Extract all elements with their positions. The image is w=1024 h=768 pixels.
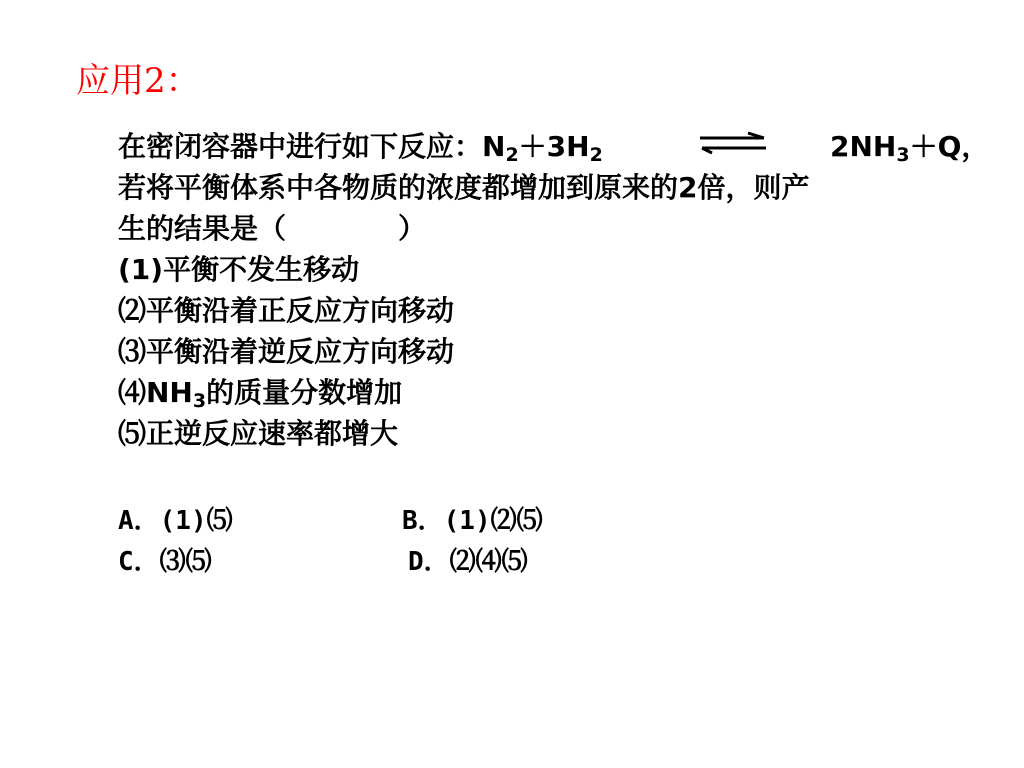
equilibrium-arrow-icon [698,131,768,155]
statement-5: ⑸正逆反应速率都增大 [118,417,399,450]
option-a: A．(1)⑸ [118,506,233,536]
option-d: D．⑵⑷⑸ [408,547,528,577]
equation-reactants: 在密闭容器中进行如下反应：$N_2+3H_2$ [118,130,603,166]
statement-4: $⑷NH_3$的质量分数增加 [118,376,403,412]
option-c: C．⑶⑸ [118,547,212,577]
question-block [118,126,990,454]
question-line-2: 若将平衡体系中各物质的浓度都增加到原来的2倍，则产 [118,171,810,204]
slide-title: 应用2： [76,61,200,101]
option-b: B．(1)⑵⑸ [402,506,543,536]
question-line-3: 生的结果是（ ） [118,212,427,245]
question-line-1 [118,126,990,167]
statement-2: ⑵平衡沿着正反应方向移动 [118,294,455,327]
statement-1: (1)平衡不发生移动 [118,253,360,286]
equation-products: $2NH_3+Q$， [830,130,990,166]
statement-3: ⑶平衡沿着逆反应方向移动 [118,335,455,368]
